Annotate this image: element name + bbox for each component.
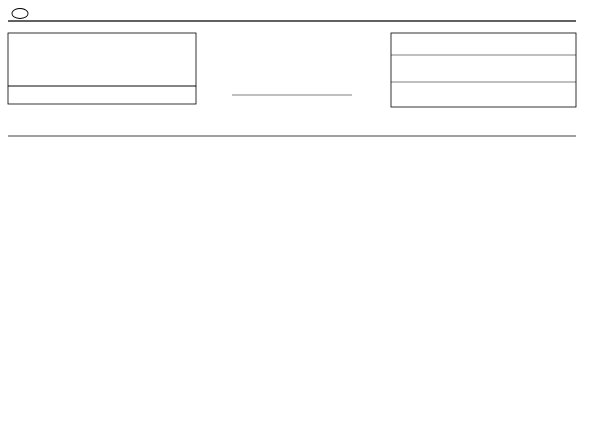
header-bar bbox=[8, 9, 576, 22]
gus-logo-icon bbox=[12, 9, 28, 19]
regon-field[interactable] bbox=[13, 95, 191, 103]
name-address-field[interactable] bbox=[13, 46, 191, 82]
right-box bbox=[391, 33, 576, 107]
left-boxes bbox=[8, 33, 196, 104]
